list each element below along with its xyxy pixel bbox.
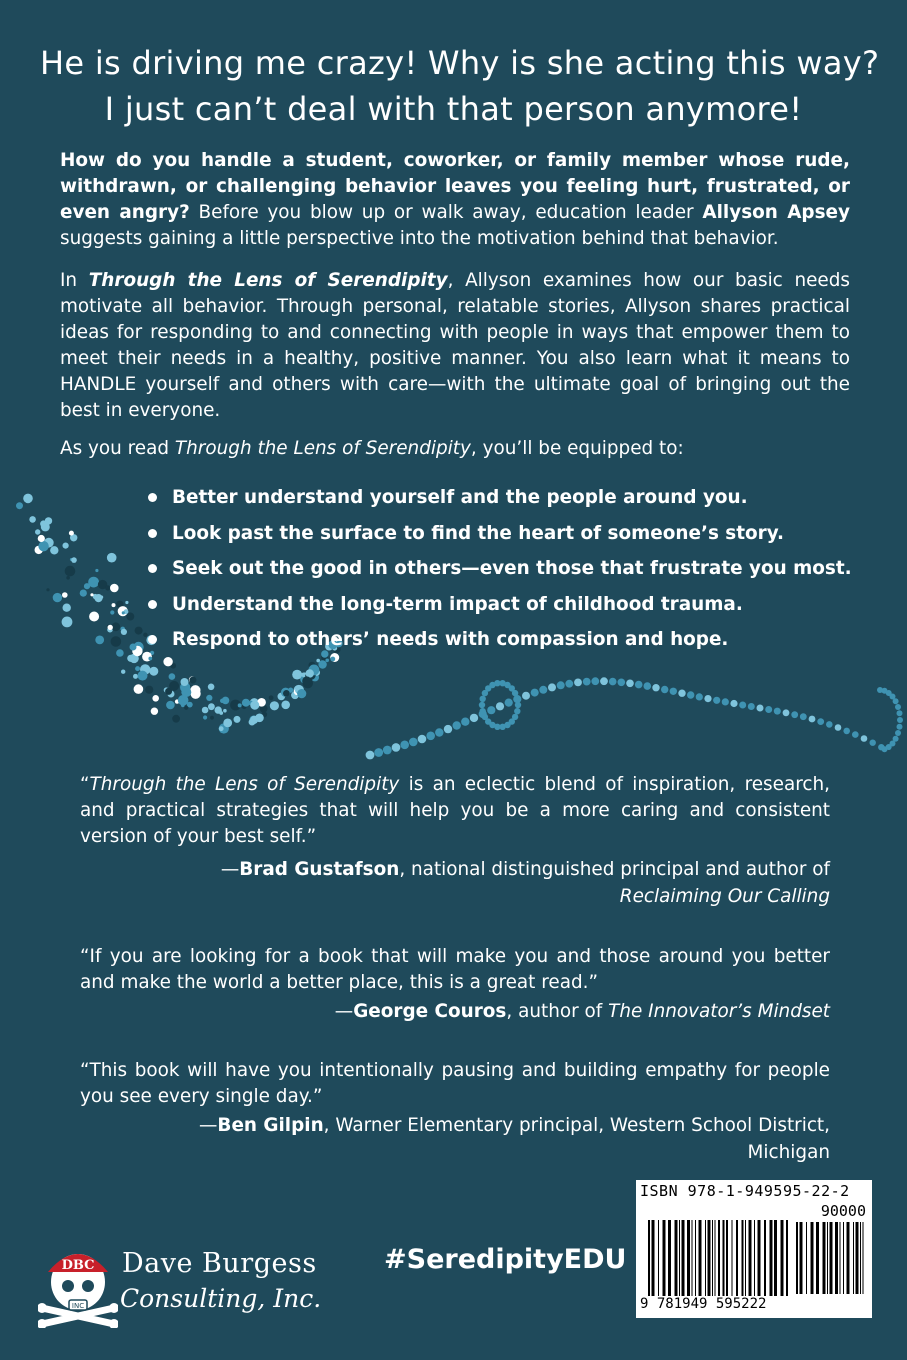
benefit-item: Seek out the good in others—even those that frustrate you most.: [148, 551, 868, 587]
skull-crossbones-icon: [38, 1238, 118, 1328]
price-code: 90000: [820, 1202, 866, 1220]
quote-open-mark: “: [80, 774, 90, 795]
benefit-item: Understand the long-term impact of childhood trauma.: [148, 587, 868, 623]
publisher-logo: [38, 1238, 328, 1328]
intro-question: How do you handle a student, coworker, or family member whose rude, withdrawn, or challenging behavior leaves you feeling hurt, frustrated, or even angry?: [60, 150, 850, 223]
attribution-dash: —: [220, 859, 240, 880]
attribution-name: George Couros: [353, 1001, 507, 1022]
hashtag: #SeredipityEDU: [384, 1244, 627, 1275]
attribution-work: The Innovator’s Mindset: [608, 1001, 830, 1022]
benefit-item: Look past the surface to find the heart of someone’s story.: [148, 516, 868, 552]
testimonial-attribution-2: [80, 998, 830, 1025]
author-name: Allyson Apsey: [702, 202, 850, 223]
benefit-list: [148, 480, 868, 658]
testimonial-quote-2: “If you are looking for a book that will make you and those around you better and make the world a better place, this is a great read.”: [80, 946, 830, 993]
testimonial-quote-1: [80, 772, 830, 850]
attribution-dash: —: [199, 1115, 218, 1136]
isbn-barcode: [636, 1180, 872, 1318]
headline-line-2: I just can’t deal with that person anymore!: [104, 90, 803, 128]
lead-in-pre: As you read: [60, 438, 175, 459]
lead-in-post: , you’ll be equipped to:: [470, 438, 684, 459]
addon-barcode-bars: [796, 1222, 866, 1294]
lead-in-title: Through the Lens of Serendipity: [174, 438, 471, 459]
testimonial-attribution-3: [80, 1112, 830, 1166]
body-paragraph: [60, 268, 850, 424]
attribution-dash: —: [334, 1001, 354, 1022]
book-title: Through the Lens of Serendipity: [88, 270, 448, 291]
attribution-name: Ben Gilpin: [217, 1115, 324, 1136]
benefit-item: Respond to others’ needs with compassion and hope.: [148, 622, 868, 658]
benefit-item: Better understand yourself and the people around you.: [148, 480, 868, 516]
barcode-bars: [648, 1220, 788, 1296]
body-text: , Allyson examines how our basic needs motivate all behavior. Through personal, relatable stories, Allyson shares practical ideas for responding to and connecting with people in ways that empower them to meet their needs in a healthy, positive manner. You also learn what it means to HANDLE yourself and others with care—with the ultimate goal of bringing out the best in everyone.: [60, 270, 850, 421]
intro-paragraph: [60, 148, 850, 252]
lead-in-paragraph: [60, 436, 850, 462]
headline-line-1: He is driving me crazy! Why is she acting this way?: [40, 44, 880, 82]
attribution-name: Brad Gustafson: [239, 859, 400, 880]
attribution-role-cont: Michigan: [747, 1142, 830, 1163]
attribution-role: , Warner Elementary principal, Western School District,: [323, 1115, 830, 1136]
testimonial-attribution-1: [80, 856, 830, 910]
intro-text-2: suggests gaining a little perspective into the motivation behind that behavior.: [60, 228, 779, 249]
quote-book-title: Through the Lens of Serendipity: [89, 774, 400, 795]
logo-badge-text: DBC: [61, 1258, 95, 1273]
logo-badge-sub: INC: [71, 1302, 85, 1310]
attribution-work: Reclaiming Our Calling: [619, 886, 830, 907]
testimonial-quote-3: “This book will have you intentionally pausing and building empathy for people you see every single day.”: [80, 1060, 830, 1107]
attribution-role: , author of: [506, 1001, 609, 1022]
headline: [40, 40, 880, 132]
attribution-role: , national distinguished principal and author of: [399, 859, 830, 880]
quote-text: is an eclectic blend of inspiration, research, and practical strategies that will help you be a more caring and consistent version of your best self.”: [80, 774, 830, 847]
publisher-name-line-2: Consulting, Inc.: [120, 1284, 322, 1313]
intro-text-1: Before you blow up or walk away, education leader: [189, 202, 703, 223]
isbn-text: ISBN 978-1-949595-22-2: [640, 1182, 850, 1200]
barcode-number: 9 781949 595222: [640, 1296, 767, 1312]
body-pre: In: [60, 270, 89, 291]
publisher-name-line-1: Dave Burgess: [122, 1248, 317, 1279]
